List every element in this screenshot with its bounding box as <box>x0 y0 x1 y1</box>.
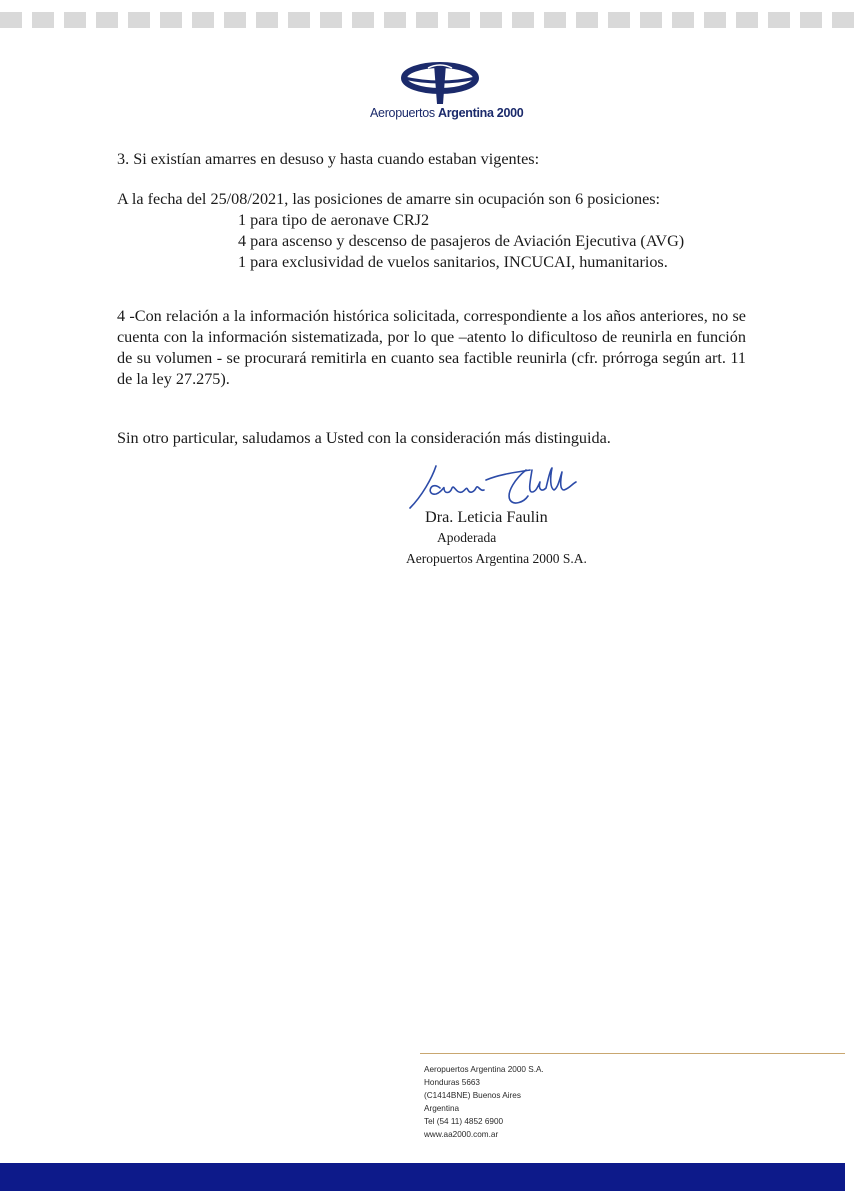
q4-paragraph: 4 -Con relación a la información histórica solicitada, correspondiente a los años anteriores, no se cuenta con la información sistematizada, por lo que –atento lo dificultoso de reunirla en función de su volumen - se procurará remitirla en cuanto sea factible reunirla (cfr. prórroga según art. 11 de la ley 27.275). <box>117 307 746 388</box>
logo-text-light: Aeropuertos <box>370 106 435 120</box>
company-logo <box>370 60 524 124</box>
closing-sentence: Sin otro particular, saludamos a Usted con la consideración más distinguida. <box>117 429 611 447</box>
list-item: 1 para exclusividad de vuelos sanitarios, INCUCAI, humanitarios. <box>238 253 668 271</box>
airport-globe-logo-icon <box>370 60 510 106</box>
signatory-role: Apoderada <box>437 530 497 545</box>
q3-heading: 3. Si existían amarres en desuso y hasta cuando estaban vigentes: <box>117 150 540 168</box>
logo-text-bold: Argentina 2000 <box>438 106 524 120</box>
footer-line: Argentina <box>424 1104 460 1113</box>
signatory-name: Dra. Leticia Faulin <box>425 508 548 526</box>
q3-intro: A la fecha del 25/08/2021, las posiciones de amarre sin ocupación son 6 posiciones: <box>117 190 661 208</box>
footer-line: Honduras 5663 <box>424 1078 480 1087</box>
list-item: 4 para ascenso y descenso de pasajeros de Aviación Ejecutiva (AVG) <box>238 232 685 250</box>
handwritten-signature <box>400 448 610 510</box>
list-item: 1 para tipo de aeronave CRJ2 <box>238 211 430 229</box>
footer-divider <box>420 1053 845 1054</box>
footer-line: (C1414BNE) Buenos Aires <box>424 1091 521 1100</box>
top-decorative-strip <box>0 12 855 28</box>
footer-color-bar <box>0 1163 845 1191</box>
footer-line: Tel (54 11) 4852 6900 <box>424 1117 504 1126</box>
footer-address <box>424 1063 544 1141</box>
footer-line: Aeropuertos Argentina 2000 S.A. <box>424 1065 544 1074</box>
logo-wordmark <box>370 106 524 120</box>
signatory-organization: Aeropuertos Argentina 2000 S.A. <box>406 551 587 566</box>
footer-line: www.aa2000.com.ar <box>424 1130 499 1139</box>
